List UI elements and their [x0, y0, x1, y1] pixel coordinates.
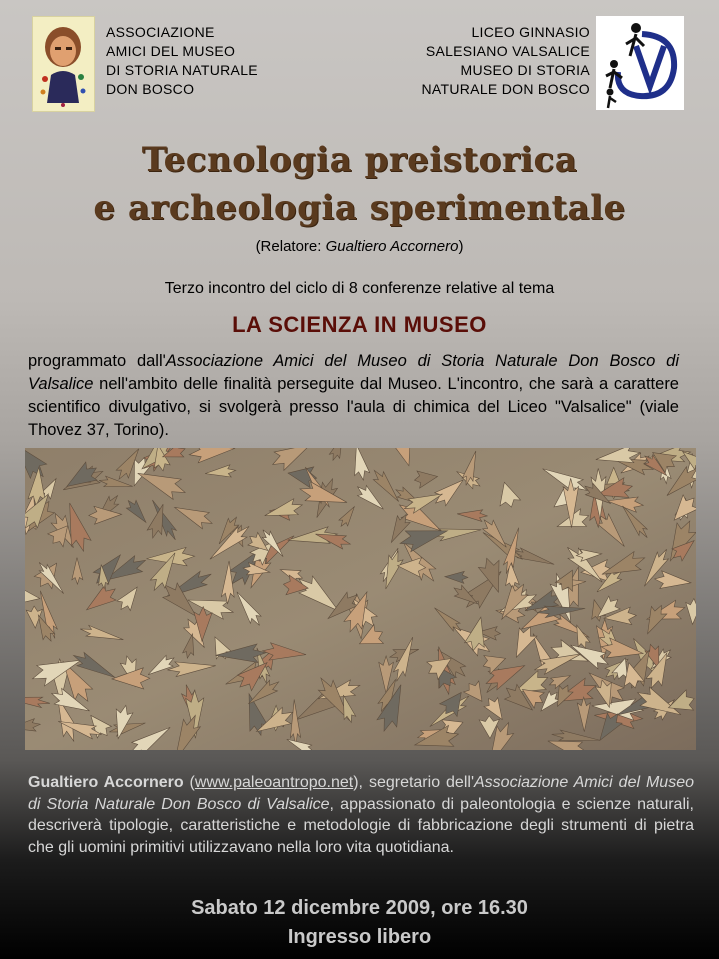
school-logo [596, 16, 684, 110]
admission-note: Ingresso libero [287, 926, 432, 948]
website-link[interactable]: www.paleoantropo.net [194, 774, 354, 791]
theme-heading: LA SCIENZA IN MUSEO [232, 312, 487, 337]
school-name-line-4: NATURALE DON BOSCO [421, 81, 590, 97]
event-date: Sabato 12 dicembre 2009, ore 16.30 [191, 897, 528, 919]
speaker-name: Gualtiero Accornero [325, 238, 459, 255]
bio-organization: Associazione Amici del Museo di Storia Naturale Don Bosco di Valsalice [28, 774, 694, 813]
program-organization: Associazione Amici del Museo di Storia Naturale Don Bosco di Valsalice [28, 352, 679, 393]
association-name-line-3: DI STORIA NATURALE [106, 62, 258, 78]
association-logo [32, 16, 95, 112]
arrowheads-photo [25, 448, 696, 750]
program-prefix: programmato dall' [28, 352, 166, 370]
association-name-line-2: AMICI DEL MUSEO [106, 43, 236, 59]
event-title-line-2: e archeologia sperimentale [93, 188, 626, 228]
series-line: Terzo incontro del ciclo di 8 conferenze relative al tema [164, 280, 555, 297]
program-paragraph [28, 350, 679, 442]
school-name [422, 23, 591, 99]
association-name-line-1: ASSOCIAZIONE [106, 24, 215, 40]
school-name-line-1: LICEO GINNASIO [471, 24, 590, 40]
speaker-open: (Relatore: [255, 238, 326, 255]
bio-mid: ), segretario dell' [353, 774, 474, 791]
school-name-line-2: SALESIANO VALSALICE [425, 43, 590, 59]
bio-rest: , appassionato di paleontologia e scienze naturali, descriverà tipologie, caratteristiche e metodologie di fabbricazione degli strumenti di pietra che gli uomini primitivi utilizzavano nella loro vita quotidiana. [28, 795, 694, 856]
speaker-line [0, 238, 719, 255]
event-title [0, 136, 719, 232]
bio-open-paren: ( [183, 774, 195, 791]
speaker-bio [28, 772, 694, 858]
speaker-close: ) [458, 238, 464, 255]
school-name-line-3: MUSEO DI STORIA [460, 62, 590, 78]
association-name-line-4: DON BOSCO [106, 81, 195, 97]
association-name [106, 23, 258, 99]
event-title-line-1: Tecnologia preistorica [141, 140, 578, 180]
bio-name: Gualtiero Accornero [28, 774, 184, 791]
program-rest: nell'ambito delle finalità perseguite dal Museo. L'incontro, che sarà a carattere scientifico divulgativo, si svolgerà presso l'aula di chimica del Liceo "Valsalice" (viale Thovez 37, Torino). [28, 375, 679, 439]
